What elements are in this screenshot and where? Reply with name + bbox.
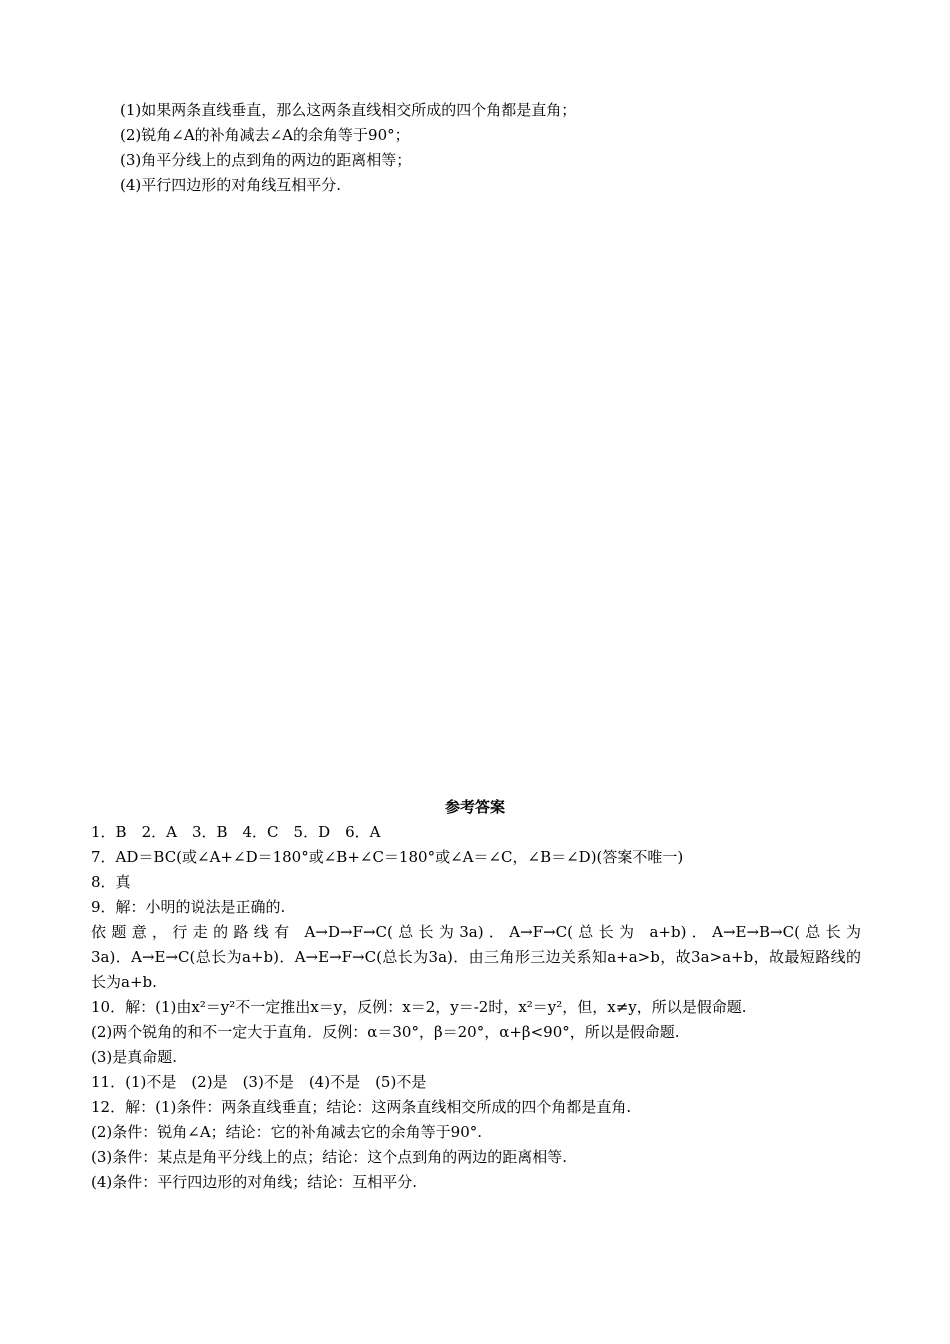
answers-title: 参考答案	[444, 798, 505, 816]
answer-line-9: 9．解：小明的说法是正确的.	[91, 898, 286, 916]
answer-line-11: 11．(1)不是 (2)是 (3)不是 (4)不是 (5)不是	[91, 1073, 427, 1091]
answer-line-10-2: (2)两个锐角的和不一定大于直角．反例：α＝30°，β＝20°，α+β<90°，所以是假命题.	[91, 1023, 680, 1041]
question-item-4: (4)平行四边形的对角线互相平分.	[120, 176, 342, 194]
question-item-2: (2)锐角∠A的补角减去∠A的余角等于90°；	[120, 126, 410, 144]
answer-line-12-4: (4)条件：平行四边形的对角线；结论：互相平分.	[91, 1173, 418, 1191]
answer-line-9-detail-3: 长为a+b.	[91, 973, 157, 991]
question-item-3: (3)角平分线上的点到角的两边的距离相等；	[120, 151, 412, 169]
answer-line-12-2: (2)条件：锐角∠A；结论：它的补角减去它的余角等于90°.	[91, 1123, 483, 1141]
answer-line-12-1: 12．解：(1)条件：两条直线垂直；结论：这两条直线相交所成的四个角都是直角.	[91, 1098, 632, 1116]
question-item-1: (1)如果两条直线垂直，那么这两条直线相交所成的四个角都是直角；	[120, 101, 577, 119]
answer-line-10-3: (3)是真命题.	[91, 1048, 178, 1066]
answer-line-8: 8．真	[91, 873, 131, 891]
answer-line-7: 7．AD＝BC(或∠A+∠D＝180°或∠B+∠C＝180°或∠A＝∠C，∠B＝∠D)(答案不唯一)	[91, 848, 684, 866]
answer-line-10-1: 10．解：(1)由x²＝y²不一定推出x＝y，反例：x＝2，y＝-2时，x²＝y²，但，x≠y，所以是假命题.	[91, 998, 747, 1016]
answer-line-1-6: 1．B 2．A 3．B 4．C 5．D 6．A	[91, 823, 381, 841]
answer-line-9-detail-2: 3a)．A→E→C(总长为a+b)．A→E→F→C(总长为3a)．由三角形三边关系知a+a>b，故3a>a+b，故最短路线的	[91, 948, 861, 966]
answer-line-12-3: (3)条件：某点是角平分线上的点；结论：这个点到角的两边的距离相等.	[91, 1148, 568, 1166]
answer-line-9-detail-1: 依题意，行走的路线有 A→D→F→C(总长为3a)．A→F→C(总长为 a+b)．A→E→B→C(总长为	[91, 923, 861, 941]
